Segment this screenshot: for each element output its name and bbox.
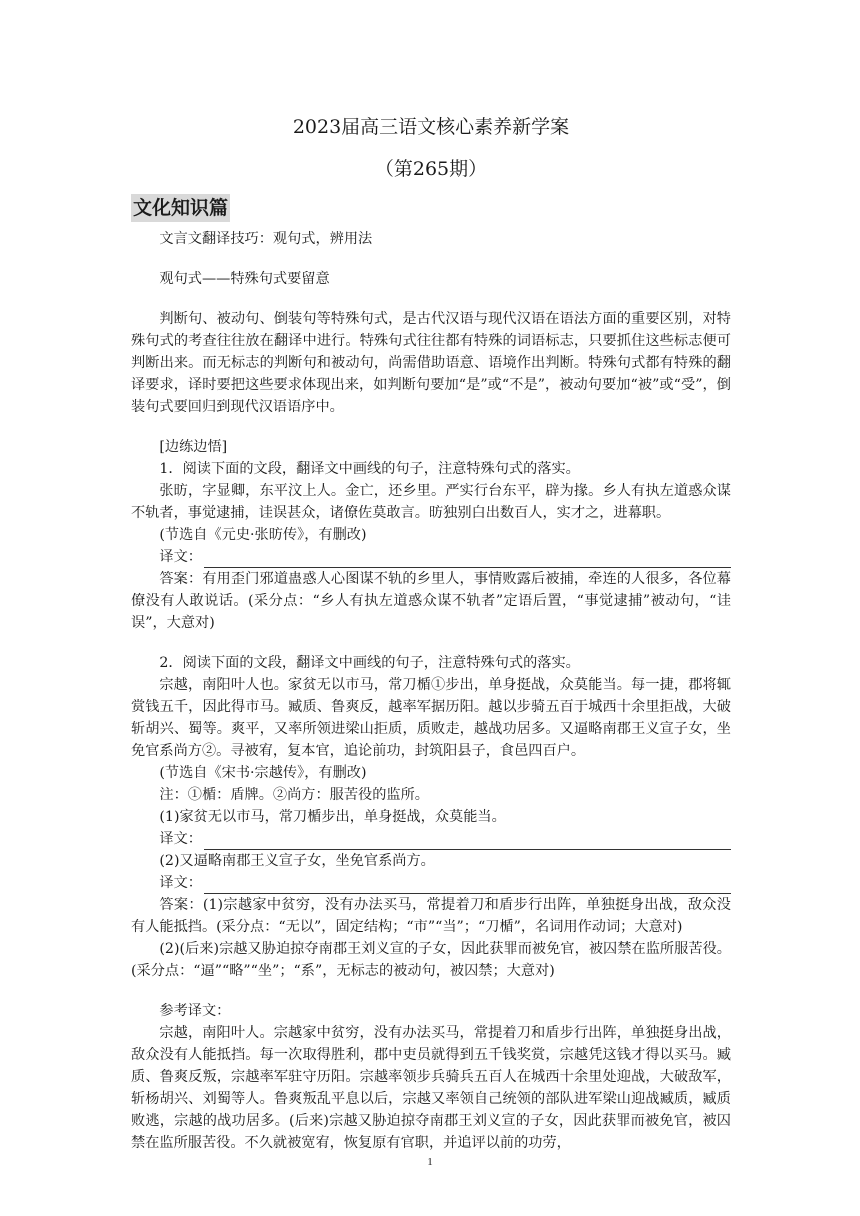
- q2-prompt: 2．阅读下面的文段，翻译文中画线的句子，注意特殊句式的落实。: [159, 655, 580, 671]
- q1-answer: 答案：有用歪门邪道蛊惑人心图谋不轨的乡里人，事情败露后被捕，牵连的人很多，各位幕僚没有人敢说话。(采分点：“乡人有执左道惑众谋不轨者”定语后置，“事觉逮捕”被动句，“诖误”，大意对): [131, 571, 731, 631]
- q2-blank-line-2: [204, 877, 731, 894]
- q2-blank-label-2: 译文：: [159, 875, 202, 891]
- q2-sentence-1: (1)家贫无以市马，常刀楯步出，单身挺战，众莫能当。: [159, 809, 506, 825]
- q2-answer-blank-2: [131, 872, 731, 894]
- section-heading: 文化知识篇: [131, 194, 230, 222]
- page-number: 1: [427, 1156, 433, 1168]
- q1-blank-line: [204, 551, 731, 568]
- q2-source: (节选自《宋书·宗越传》，有删改): [159, 765, 367, 781]
- q2-blank-line-1: [204, 833, 731, 850]
- q2-sentence-2: (2)又逼略南郡王义宣子女，坐免官系尚方。: [159, 853, 435, 869]
- q1-source: (节选自《元史·张昉传》，有删改): [159, 527, 367, 543]
- q2-answer-2: (2)(后来)宗越又胁迫掠夺南郡王刘义宣的子女，因此获罪而被免官，被囚禁在监所服苦役。(采分点：“逼”“略”“坐”；“系”，无标志的被动句，被囚禁；大意对): [131, 941, 731, 979]
- q1-blank-label: 译文：: [159, 549, 202, 565]
- sub-topic: 观句式——特殊句式要留意: [159, 271, 330, 287]
- practice-heading: [边练边悟]: [159, 439, 228, 455]
- intro-paragraph: 判断句、被动句、倒装句等特殊句式，是古代汉语与现代汉语在语法方面的重要区别，对特殊句式的考查往往放在翻译中进行。特殊句式往往都有特殊的词语标志，只要抓住这些标志便可判断出来。而无标志的判断句和被动句，尚需借助语意、语境作出判断。特殊句式都有特殊的翻译要求，译时要把这些要求体现出来，如判断句要加“是”或“不是”，被动句要加“被”或“受”，倒装句式要回归到现代汉语语序中。: [131, 311, 731, 415]
- intro-topic: 文言文翻译技巧：观句式，辨用法: [159, 231, 373, 247]
- reference-translation: 宗越，南阳叶人。宗越家中贫穷，没有办法买马，常提着刀和盾步行出阵，单独挺身出战，敌众没有人能抵挡。每一次取得胜利，郡中吏员就得到五千钱奖赏，宗越凭这钱才得以买马。臧质、鲁爽反叛，宗越率军驻守历阳。宗越率领步兵骑兵五百人在城西十余里处迎战，大破敌军，斩杨胡兴、刘蜀等人。鲁爽叛乱平息以后，宗越又率领自己统领的部队进军梁山迎战臧质，臧质败逃，宗越的战功居多。(后来)宗越又胁迫掠夺南郡王刘义宣的子女，因此获罪而被免官，被囚禁在监所服苦役。不久就被宽宥，恢复原有官职，并追评以前的功劳，: [131, 1025, 731, 1151]
- q2-answer-1: 答案：(1)宗越家中贫穷，没有办法买马，常提着刀和盾步行出阵，单独挺身出战，敌众没有人能抵挡。(采分点：“无以”，固定结构；“市”“当”；“刀楯”，名词用作动词；大意对): [131, 897, 731, 935]
- q1-answer-blank: [131, 546, 731, 568]
- reference-heading: 参考译文：: [159, 1003, 231, 1019]
- q2-blank-label-1: 译文：: [159, 831, 202, 847]
- page-content: [131, 112, 731, 1154]
- q1-prompt: 1．阅读下面的文段，翻译文中画线的句子，注意特殊句式的落实。: [159, 461, 580, 477]
- document-title: 2023届高三语文核心素养新学案: [292, 116, 570, 138]
- q2-note: 注：①楯：盾牌。②尚方：服苦役的监所。: [159, 787, 429, 803]
- q1-passage: 张昉，字显卿，东平汶上人。金亡，还乡里。严实行台东平，辟为掾。乡人有执左道惑众谋不轨者，事觉逮捕，诖误甚众，诸僚佐莫敢言。昉独别白出数百人，实才之，进幕职。: [131, 483, 731, 521]
- issue-number: （第265期）: [374, 158, 488, 180]
- q2-passage: 宗越，南阳叶人也。家贫无以市马，常刀楯①步出，单身挺战，众莫能当。每一捷，郡将辄赏钱五千，因此得市马。臧质、鲁爽反，越率军据历阳。越以步骑五百于城西十余里拒战，大破斩胡兴、蜀等。爽平，又率所领进梁山拒质，质败走，越战功居多。又逼略南郡王义宣子女，坐免官系尚方②。寻被宥，复本官，追论前功，封筑阳县子，食邑四百户。: [131, 677, 731, 759]
- q2-answer-blank-1: [131, 828, 731, 850]
